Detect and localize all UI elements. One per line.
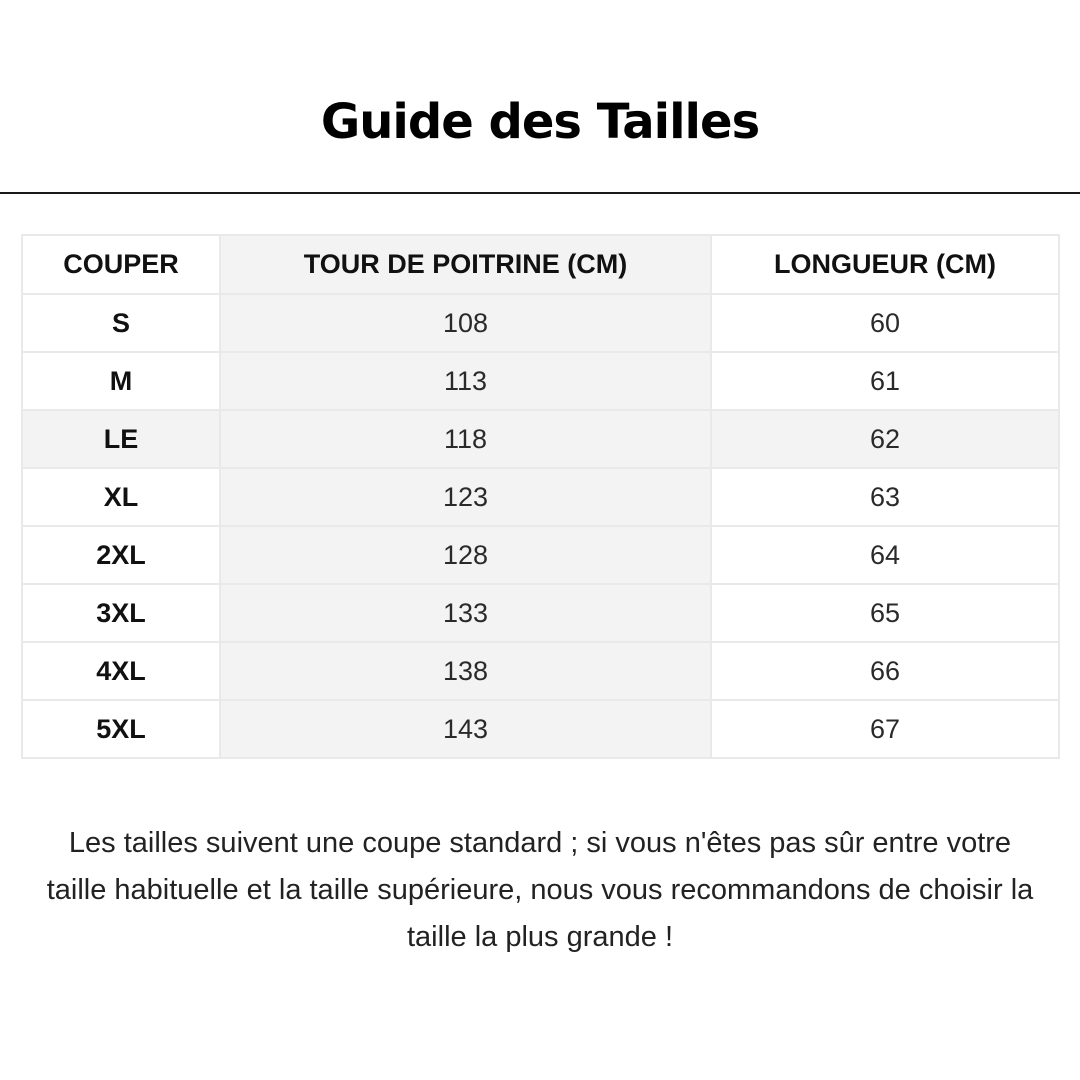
size-cell: XL — [22, 468, 220, 526]
size-cell: 3XL — [22, 584, 220, 642]
size-cell: S — [22, 294, 220, 352]
length-cell: 66 — [711, 642, 1059, 700]
table-row — [22, 584, 1059, 642]
size-cell: LE — [22, 410, 220, 468]
size-cell: M — [22, 352, 220, 410]
table-row — [22, 700, 1059, 758]
table-row — [22, 468, 1059, 526]
length-cell: 62 — [711, 410, 1059, 468]
size-cell: 4XL — [22, 642, 220, 700]
size-chart-table — [21, 234, 1060, 759]
length-cell: 67 — [711, 700, 1059, 758]
table-row — [22, 294, 1059, 352]
chest-cell: 108 — [220, 294, 711, 352]
chest-cell: 138 — [220, 642, 711, 700]
table-row — [22, 352, 1059, 410]
header-chest: TOUR DE POITRINE (CM) — [220, 235, 711, 294]
table-row — [22, 410, 1059, 468]
header-length: LONGUEUR (CM) — [711, 235, 1059, 294]
table-row — [22, 642, 1059, 700]
chest-cell: 123 — [220, 468, 711, 526]
length-cell: 60 — [711, 294, 1059, 352]
length-cell: 64 — [711, 526, 1059, 584]
table-row — [22, 526, 1059, 584]
length-cell: 65 — [711, 584, 1059, 642]
chest-cell: 128 — [220, 526, 711, 584]
size-cell: 2XL — [22, 526, 220, 584]
size-cell: 5XL — [22, 700, 220, 758]
sizing-note: Les tailles suivent une coupe standard ; si vous n'êtes pas sûr entre votre taille habituelle et la taille supérieure, nous vous recommandons de choisir la taille la plus grande ! — [46, 827, 1034, 953]
title-divider — [0, 192, 1080, 194]
page-title: Guide des Tailles — [320, 94, 760, 150]
chest-cell: 143 — [220, 700, 711, 758]
chest-cell: 113 — [220, 352, 711, 410]
length-cell: 63 — [711, 468, 1059, 526]
chest-cell: 133 — [220, 584, 711, 642]
chest-cell: 118 — [220, 410, 711, 468]
table-header-row — [22, 235, 1059, 294]
length-cell: 61 — [711, 352, 1059, 410]
header-size: COUPER — [22, 235, 220, 294]
